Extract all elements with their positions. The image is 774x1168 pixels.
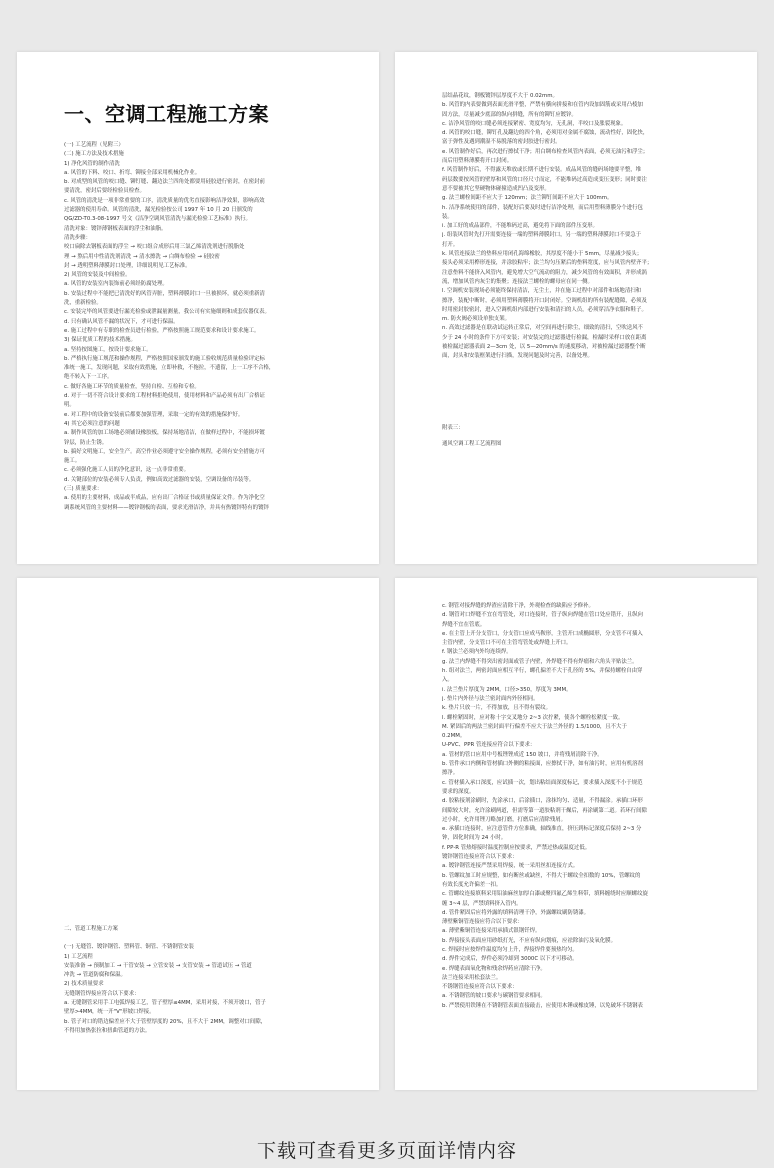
text-line: 薄壁紫铜管连接应符合以下要求： [442,919,523,926]
text-line: 富于弹性及遇到潮湿不易脱落的密封胶进行密封。 [442,139,561,146]
text-line: e. 施工过程中有专职的检查员进行检验，严格按照施工规范要求和设计要求施工。 [64,327,260,334]
text-line: 无缝钢管焊接应符合以下要求： [64,990,140,997]
text-line: c. 管材插入承口深度，应试插一次，划出粘结面深度标记，要求插入深度不小于规范 [442,779,643,786]
text-line: i. 加工好的成品部件，不能堆码过高，避免将下面的部件压变形。 [442,223,598,230]
text-line: QG/ZD-T0.3-08-1997 号文《洁净空调风管清洗与漏光检验工艺标准》执行。 [64,216,251,223]
text-line: 不锈钢管连接应符合以下要求： [442,984,518,991]
text-line: 过小时，允许用锉刀略加打磨，打磨后应清除残屑。 [442,816,566,823]
text-line: e. 风管制作好后，再次进行擦拭干净；用白绸布检查风管内表面，必须无油污和浮尘； [442,148,649,155]
text-line: 封 → 透明塑料薄膜封口处理，详细说明见工艺标准。 [64,262,191,269]
document-page-2 [395,52,757,564]
page-3-body [64,925,352,1036]
text-line: 要清洗，密封后要经检验员检查。 [64,188,145,195]
text-line: d. 胶粘接剂涂刷时，先涂承口，后涂插口，涂抹均匀、适量，不得漏涂。承插口环形 [442,798,643,805]
text-line: a. 使用的主要材料，成品或半成品，应有出厂合格证书或质量保证文件。作为净化空 [64,495,265,502]
text-line: 固方法，尽量减少底部的纵向拼缝，所有的铆钉应镀锌。 [442,111,577,118]
page-2-text [442,92,730,362]
text-line: 1) 净化风管的制作清洗 [64,160,120,167]
text-line: 安装准备 → 预制加工 → 干管安装 → 立管安装 → 支管安装 → 管道试压 → 管道 [64,962,252,969]
text-line: d. 只有确认风管不漏的状况下，才可进行保温。 [64,318,179,325]
text-line: g. 法兰内焊缝不得突出密封面或管子内壁，外焊缝不得有焊瘤和六角头平贴法兰。 [442,658,638,665]
text-line: e. 承插口连接时，应注意管件方位准确，轴线准直，挤压到标记深度后保持 2~3 分 [442,826,642,833]
text-line: 焊缝不宜在管底。 [442,621,486,628]
text-line: i. 法兰垫片厚度为 2MM，口径>350，厚度为 3MM。 [442,686,572,693]
text-line: c. 安装完毕的风管要进行漏光检验或泄漏量测量，我公司有实施细则和成套仪器仪表。 [64,309,270,316]
text-line: a. 不锈钢管的坡口要求与碳钢管要求相同。 [442,993,546,1000]
text-line: d. 焊件完成后，焊件必须冷却到 3000C 以下才可移动。 [442,956,578,963]
text-line: 理 → 熬后用中性清洗剂清洗 → 清水擦洗 → 白绸布检验 → 硅胶密 [64,253,220,260]
text-line: c. 钢管对接焊缝的焊渣应清除干净，外观检查的缺陷应予修补。 [442,603,594,609]
text-line: f. PP-R 管热熔接时温度控制应按要求，严禁过热或温度过低。 [442,844,591,851]
text-line: 咬口扁除去钢板表面的浮尘 → 咬口组合成形后用三氯乙烯清洗剂进行脱脂处 [64,244,245,251]
text-line: d. 钢管对口焊缝不宜在弯管处，对口连接时，管子纵向焊缝在管口处应错开，且纵向 [442,612,643,619]
text-line: 锌层，防止生锈。 [64,439,108,446]
text-line: m. 防火阀必须设单独支架。 [442,316,510,323]
text-line: 0.2MM。 [442,733,466,740]
text-line: 明。 [64,402,75,409]
text-line: 面，封头和安装框架进行扫描，发现问题及时完善，以备处理。 [442,353,593,360]
text-line: j. 垫片内外径与法兰密封面内外径相同。 [442,695,539,702]
text-line: n. 高效过滤器是在联动试运转正常后，对空间再进行除尘，细致的清扫，空吹送风不 [442,325,643,332]
text-line: f. 钢法兰必须内外均连续焊。 [442,649,512,656]
page-title: 一、空调工程施工方案 [64,102,269,126]
text-line: l. 空调机安装现场必须能终保持清洁，无尘土，并在施工过程中对部件和场地清扫和 [442,288,641,295]
text-line: d. 风管的咬口缝，铆钉孔及翻边的四个角，必须用对金属不腐蚀，流动性好，固化快， [442,130,649,137]
text-line: 有效长度允许偏差一扣。 [442,881,502,888]
text-line: 接头必须采用榫形连接，并涂胶粘牢；法兰均匀压紧后的垫料宽度，应与风管内壁齐平； [442,260,653,267]
text-line: a. 无缝钢管采用手工电弧焊接工艺，管子壁厚≤4MM，采用对接，不须开坡口，管子 [64,1000,266,1007]
text-line: c. 焊接时应按焊件温度均匀上升，焊接焊件要预热均匀。 [442,946,578,953]
text-line: f. 风管制作好后，不得露天堆放或长期不进行安装。成品风管的缝码场地要平整，堆 [442,167,641,174]
text-line: 时用密封胶密封，进入空调机组内部进行安装和清扫的人员，必须穿洁净衣服和鞋子。 [442,306,647,313]
text-line: 码层数要按风管的壁厚和风管的口径尺寸而定，不能堆码过高造成变压变形；同时要注 [442,176,647,183]
page-2-body [442,92,730,449]
text-line [64,934,352,943]
text-line: (一) 无缝管、镀锌钢管、塑料管、铜管、不锈钢管安装 [64,944,194,951]
text-line: 意不要被其它坚硬物体碰撞造成凹凸及变形。 [442,185,550,192]
text-line: b. 管子对口的错边偏差应不大于管壁厚度的 20%，且不大于 2MM，调整对口间隙， [64,1018,267,1025]
text-line: 打开。 [442,241,459,248]
text-line: 而后用塑料薄膜将开口封闭。 [442,158,513,165]
text-line: 1) 工艺流程 [64,953,93,960]
document-page-1 [17,52,379,564]
text-line: 准统一施工，发现问题，采取有效措施，立即补救，不拖拉，不遗留，上一工序不合格， [64,365,275,372]
text-line: 2) 技术质量要求 [64,981,104,988]
text-line: 调系统风管的主要材料——镀锌钢板的表面，要求光滑洁净，并具有热镀锌特有的镀锌 [64,504,269,511]
document-page-4 [395,578,757,1090]
text-line: 冲洗 → 管道防腐和保温。 [64,972,126,979]
text-line: e. 对工程中的设备安装前后都要加强管理，采取一定的有效的措施保护好。 [64,411,244,418]
text-line: c. 风管的清洗是一项非常重要的工序，清洗质量的优劣直接影响洁净效果，影响高效 [64,197,265,204]
text-line: b. 搞好文明施工，安全生产。高空作业必须遵守安全操作规程，必须有安全措施方可 [64,448,265,455]
text-line: j. 组装风管时先打开需要连接一端的塑料薄膜封口，另一端的塑料薄膜封口不要急于 [442,232,641,239]
text-line: 钟，固化时间为 24 小时。 [442,835,507,842]
text-line: l. 螺栓紧固时，应对称十字交叉地分 2~3 次拧紧，使各个螺栓松紧度一致。 [442,714,624,721]
page-4-text [442,602,730,1011]
text-line: 清洗对象：镀锌薄钢板表面的浮尘和油脂。 [64,225,167,232]
text-line: 主管内壁，分支管口不可在主管弯管处或焊缝上开口。 [442,640,572,647]
text-line: (一) 工艺流程（见附三） [64,142,124,148]
text-line: k. 垫片只放一片，不得加放，且不得有裂纹。 [442,705,551,712]
text-line: 镀锌钢管连接应符合以下要求： [442,854,518,861]
appendix-label: 附表三： [442,424,464,431]
text-line: a. 镀锌钢管连接严禁采用焊接，统一采用丝扣连接方式。 [442,863,579,870]
text-line: 少于 24 小时的条件下方可安装；对安装完的过滤器进行检漏，检漏时采样口放在距离 [442,334,647,341]
text-line: b. 严格执行施工规范和操作规程，严格按照国家颁发的施工验收规范质量检验评定标 [64,355,265,362]
text-line: b. 对成型的风管的咬口缝、铆钉缝、翻边法兰四角处都要用硅胶进行密封，在密封前 [64,179,265,186]
text-line: 4) 其它必须注意的问题 [64,420,120,427]
text-line: b. 风管的内表要做到表面光滑平整，严禁有横向拼接和在管内设加固筋或采用凸棱加 [442,102,643,109]
document-page-3 [17,578,379,1090]
text-line: d. 对于一切不符合设计要求的工程材料拒绝使用，使用材料和产品必须有出厂合格证 [64,393,265,400]
text-line: c. 洁净风管的咬口缝必须连接紧密、宽度均匀，无孔洞，半咬口及胀裂现象。 [442,120,627,127]
text-line: a. 薄壁紫铜管连接采用承插式银钢钎焊。 [442,928,541,935]
text-line: 施工。 [64,458,81,465]
text-line: c. 必须强化施工人员的净化意识，这一点非常重要。 [64,467,189,474]
text-line: a. 制作风管的加工场地必须铺设橡胶板，保持场地清洁，在做样过程中，不能损坏镀 [64,430,265,437]
text-line: c. 做好各施工环节的质量检查，坚持自检、互检和专检。 [64,383,200,390]
text-line: 2) 风管的安装及中间检验。 [64,272,131,279]
text-line: 过滤器的使用寿命。风管的清洗，漏光检验按公司 1997 年 10 月 20 日颁发的 [64,207,253,214]
text-line: e. 焊缝表面氧化物和残余焊药应清除干净。 [442,965,546,972]
page-1-body [64,98,352,513]
text-line: 缠 3~4 层，严禁填料挤入管内。 [442,900,522,907]
text-line: 间隙较大时，允许涂刷两道，但需等第一道胶粘剂干燥后，再涂刷第二道。若环行间隙 [442,807,647,814]
text-line: b. 管件承口内侧和管材插口外侧的粘接面，应擦拭干净，如有油污时，应用有机溶剂 [442,761,643,768]
text-line: 壁厚>4MM，统一开"V"形坡口焊接。 [64,1009,155,1016]
page-1-text [64,141,352,513]
text-line: 流，增加风管内灰尘的集聚；连接法兰螺栓的螺母应在同一侧。 [442,278,593,285]
text-line: 擦净。 [442,770,459,777]
text-line: (二) 施工方法及技术措施 [64,151,124,158]
text-line: b. 焊接接头表面应用砂纸打光，不应有纵向划痕，应祛除油污及氧化膜。 [442,937,616,944]
text-line: (三) 质量要求： [64,485,103,492]
text-line: a. 风管的下料、咬口、折弯、铆接全部采用机械化作业。 [64,169,201,176]
text-line: 入。 [442,677,453,684]
text-line: a. 管材的管口应用中号板锉锉成近 150 坡口，并将残屑清除干净。 [442,751,603,758]
page-3-text [64,925,352,1036]
page-4-body [442,602,730,1011]
text-line: a. 风管的安装室内装饰前必须经防腐处理。 [64,281,168,288]
text-line: 层结晶花纹，钢板镀锌层厚度不大于 0.02mm。 [442,93,558,99]
text-line: h. 组对法兰，两密封面应相互平行，螺孔偏差不大于孔径的 5%，并保持螺栓自由穿 [442,668,643,675]
text-line: 不得用加热张拉和扭曲管道的方法。 [64,1027,151,1034]
text-line: b. 管螺纹加工时应规整，如有断丝或缺丝，不得大于螺纹全扣数的 10%，管螺纹的 [442,872,641,879]
text-line: b. 严禁使用铁锤在不锈钢管表面直接敲击，应使用木锤或橡皮锤，以免破坏不锈钢表 [442,1002,643,1009]
text-line: 3) 保证优质工程的技术措施。 [64,337,136,344]
text-line: d. 关键部位的安装必须专人负责，例如高效过滤器的安装，空调设备的吊装等。 [64,476,255,483]
text-line: 二、管道工程施工方案 [64,926,118,932]
text-line: c. 管螺纹连接填料采用铅油麻丝加厚白漆或聚四氟乙烯生料带，填料缠绕时应顺螺纹旋 [442,891,648,898]
text-line: 要求的深度。 [442,788,475,795]
download-more-prompt[interactable]: 下载可查看更多页面详情内容 [256,1140,517,1162]
text-line: a. 坚持按图施工，按设计要求施工。 [64,346,152,353]
text-line: 洗，重新检验。 [64,300,102,307]
text-line: 装。 [442,213,453,220]
text-line: 注意垫料不能挤入风管内，避免增大空气流动的阻力，减少风管的有效面积，并形成涡 [442,269,647,276]
text-line: b. 安装过程中不能把已清洗好的风管弄脏，塑料薄膜封口一旦被损坏，就必须重新清 [64,290,265,297]
text-line: g. 法兰螺栓间距不应大于 120mm；法兰铆钉间距不应大于 100mm。 [442,195,613,202]
text-line: 法兰连接采用松套法兰。 [442,974,502,981]
text-line: 擦净，装配中断时，必须用塑料薄膜将开口封闭好。空调机组的所有装配缝隙，必须及 [442,297,647,304]
text-line: 绝不转入下一工序。 [64,374,113,381]
text-line: U-PVC、PPR 管连接应符合以下要求： [442,742,536,749]
text-line: e. 在主管上开分支管口，分支管口应成马鞍形，主管开口成椭圆形，分支管不可插入 [442,630,643,637]
text-line: k. 风管连接法兰的垫料应用闭孔海绵橡胶，其厚度不能小于 5mm，尽量减少接头； [442,251,643,258]
text-line: d. 管件紧固后应将外露的填料清理干净，外露螺纹刷防锈漆。 [442,909,590,916]
text-line: M. 紧固后的两法兰密封面平行偏差不应大于法兰外径的 1.5/1000，且不大于 [442,723,627,730]
text-line: 被检漏过滤器表面 2—3cm 处，以 5—20mm/s 的速度移动，对被检漏过滤器整个断 [442,344,646,351]
appendix-caption: 通风空调工程工艺流程图 [442,440,502,447]
text-line: h. 洁净系统使用的部件，装配好后要及时进行洁净处理，而后用塑料薄膜分个进行包 [442,204,643,211]
text-line: 清洗步骤： [64,234,91,241]
